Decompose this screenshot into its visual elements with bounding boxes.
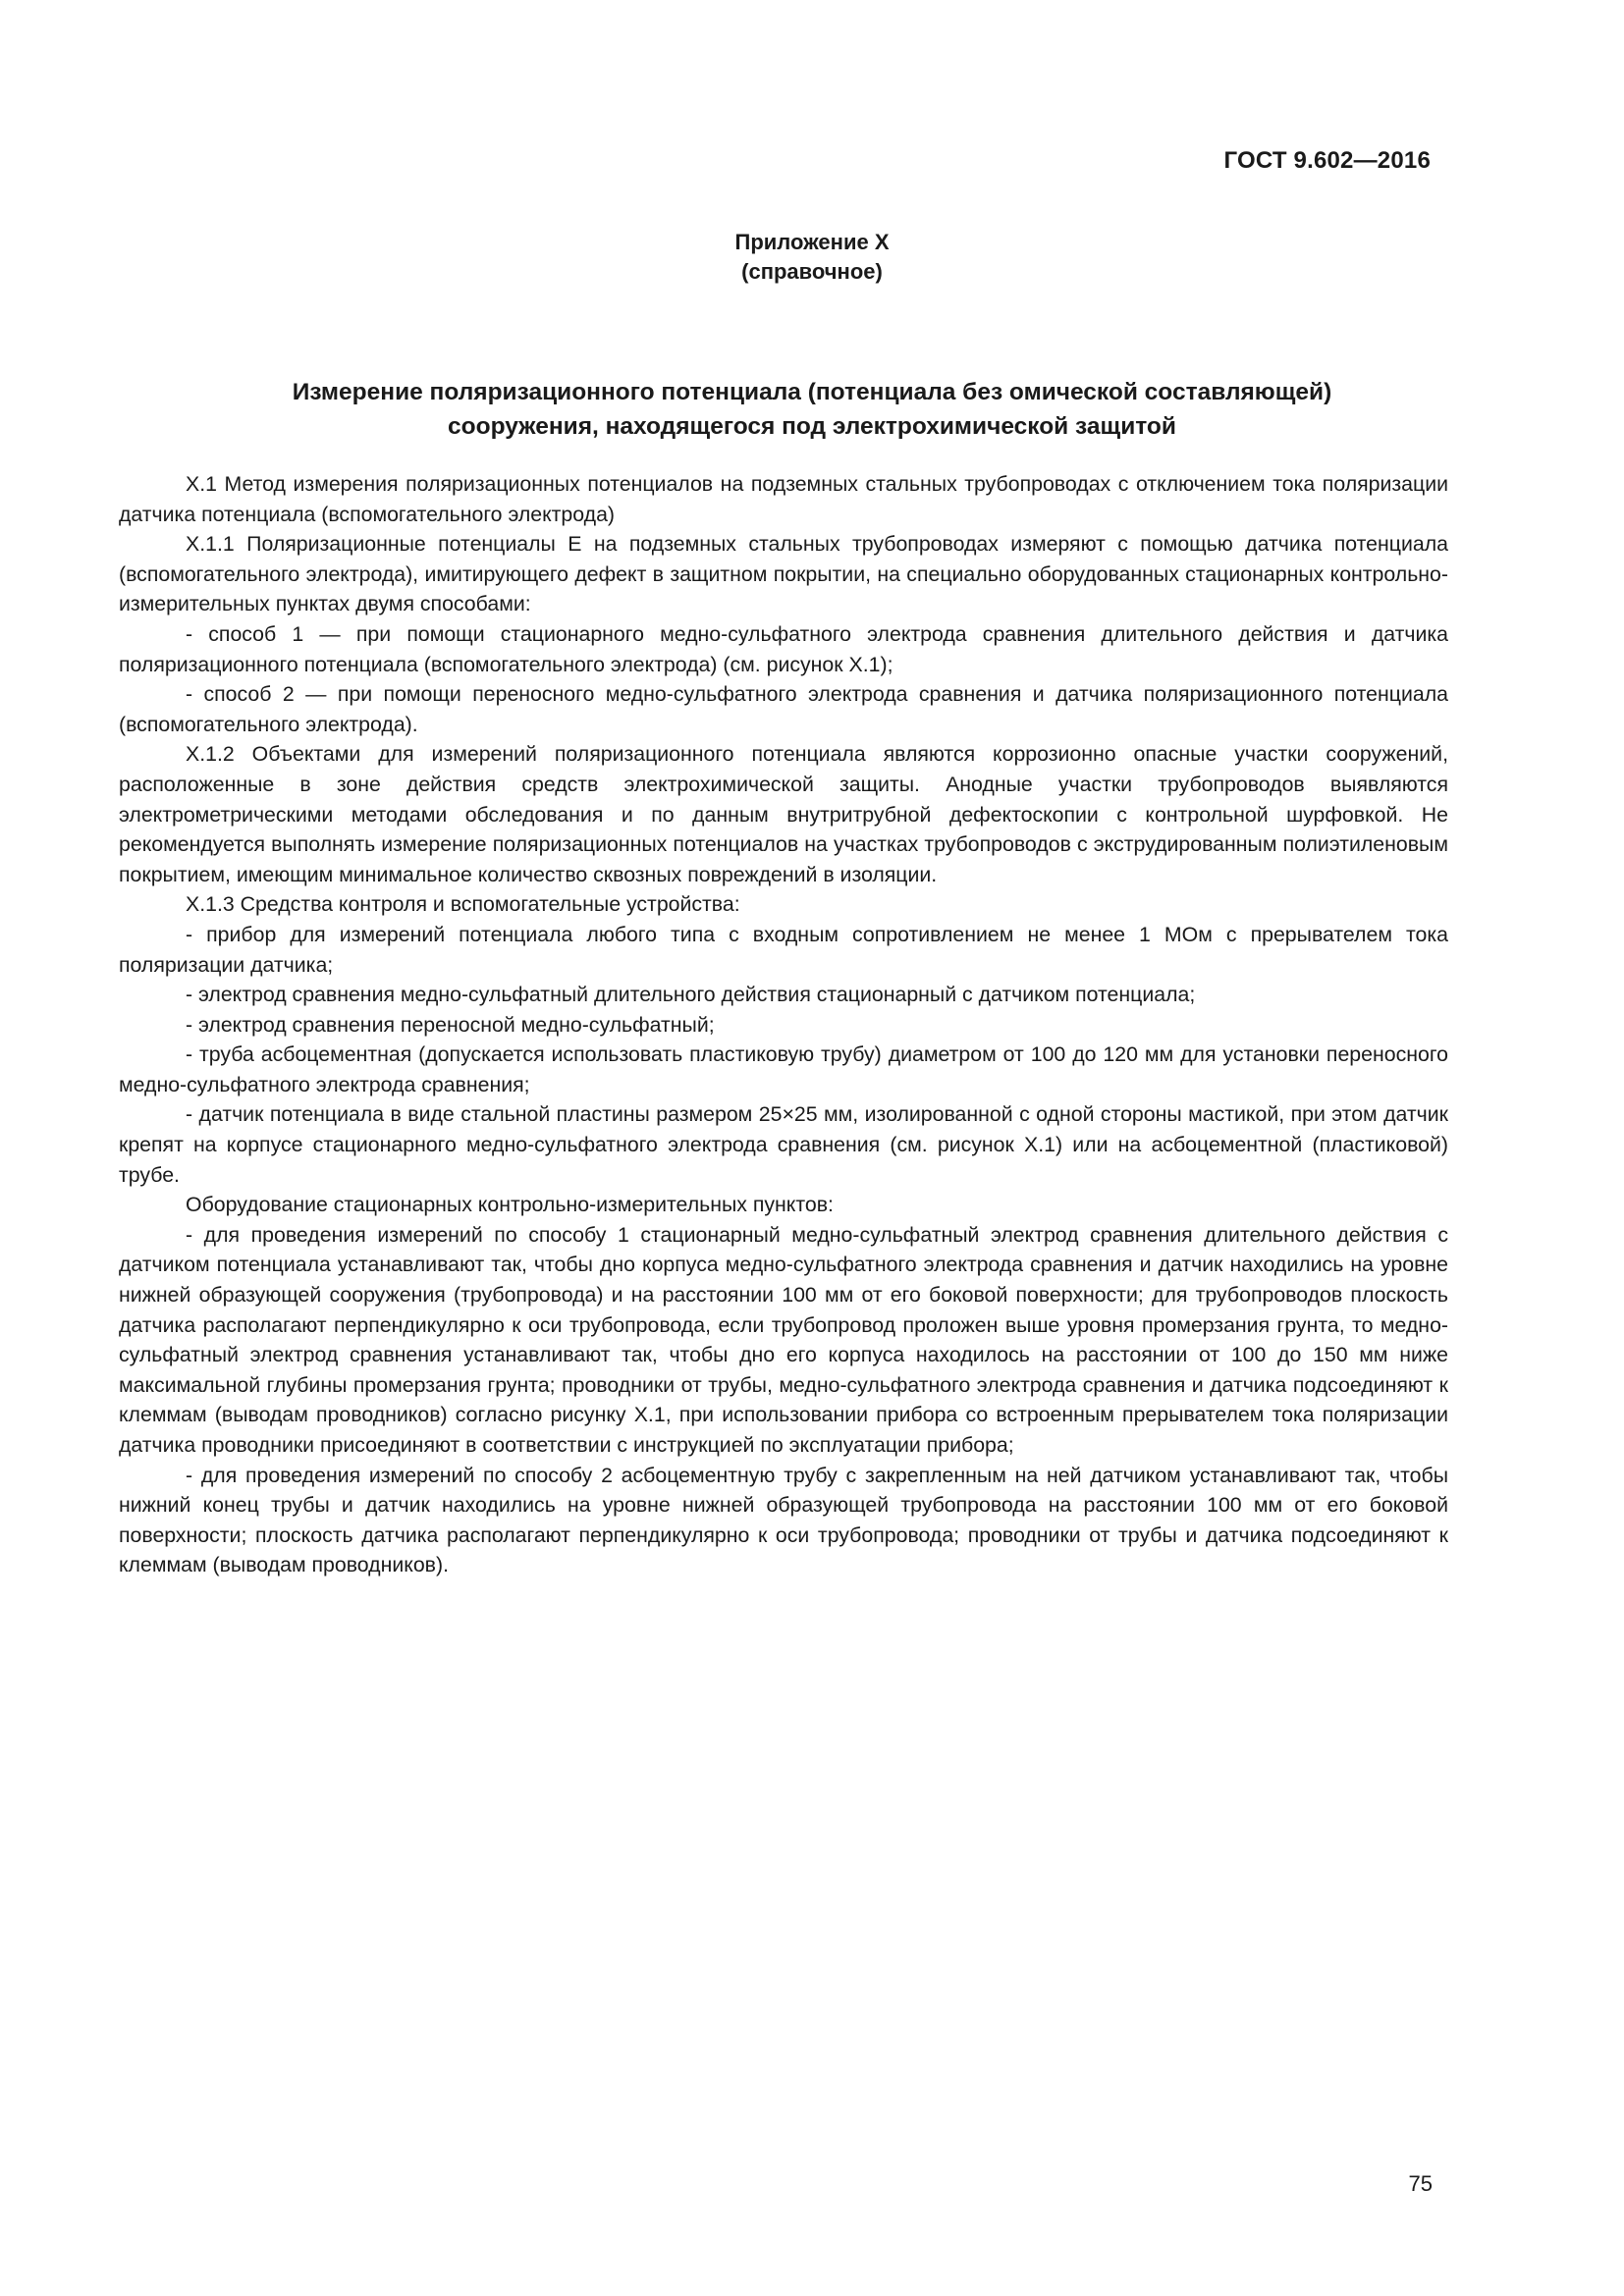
page-number: 75 bbox=[1408, 2171, 1433, 2196]
paragraph: - датчик потенциала в виде стальной пластины размером 25×25 мм, изолированной с одной стороны мастикой, при этом датчик крепят на корпусе стационарного медно-сульфатного электрода сравнения (см. рисунок Х.1) или на асбоцементной (пластиковой) трубе. bbox=[119, 1102, 1448, 1187]
section-title-line-1: Измерение поляризационного потенциала (потенциала без омической составляющей) bbox=[292, 379, 1332, 405]
body-text bbox=[119, 469, 1448, 1580]
paragraph: - прибор для измерений потенциала любого типа с входным сопротивлением не менее 1 МОм с прерывателем тока поляризации датчика; bbox=[119, 922, 1448, 977]
appendix-label: Приложение Х bbox=[734, 230, 890, 254]
paragraph: Х.1.1 Поляризационные потенциалы Е на подземных стальных трубопроводах измеряют с помощью датчика потенциала (вспомогательного электрода), имитирующего дефект в защитном покрытии, на специально оборудованных стационарных контрольно-измерительных пунктах двумя способами: bbox=[119, 532, 1448, 616]
paragraph: - электрод сравнения медно-сульфатный длительного действия стационарный с датчиком потенциала; bbox=[186, 983, 1196, 1007]
paragraph: - способ 2 — при помощи переносного медно-сульфатного электрода сравнения и датчика поляризационного потенциала (вспомогательного электрода). bbox=[119, 682, 1448, 736]
section-title-line-2: сооружения, находящегося под электрохимической защитой bbox=[448, 413, 1176, 440]
document-code: ГОСТ 9.602—2016 bbox=[1223, 147, 1431, 174]
section-title bbox=[147, 375, 1477, 444]
appendix-type: (справочное) bbox=[741, 259, 883, 284]
paragraph: - для проведения измерений по способу 1 стационарный медно-сульфатный электрод сравнения длительного действия с датчиком потенциала устанавливают так, чтобы дно корпуса медно-сульфатного электрода сравнения и датчик находились на уровне нижней образующей сооружения (трубопровода) и на расстоянии 100 мм от его боковой поверхности; для трубопроводов плоскость датчика располагают перпендикулярно к оси трубопровода, если трубопровод проложен выше уровня промерзания грунта, то медно-сульфатный электрод сравнения устанавливают так, чтобы дно его корпуса находилось на расстоянии от 100 до 150 мм ниже максимальной глубины промерзания грунта; проводники от трубы, медно-сульфатного электрода сравнения и датчика подсоединяют к клеммам (выводам проводников) согласно рисунку Х.1, при использовании прибора со встроенным прерывателем тока поляризации датчика проводники присоединяют в соответствии с инструкцией по эксплуатации прибора; bbox=[119, 1222, 1448, 1457]
paragraph: - труба асбоцементная (допускается использовать пластиковую трубу) диаметром от 100 до 120 мм для установки переносного медно-сульфатного электрода сравнения; bbox=[119, 1042, 1448, 1096]
paragraph: - способ 1 — при помощи стационарного медно-сульфатного электрода сравнения длительного действия и датчика поляризационного потенциала (вспомогательного электрода) (см. рисунок Х.1); bbox=[119, 621, 1448, 676]
paragraph: Оборудование стационарных контрольно-измерительных пунктов: bbox=[186, 1193, 834, 1217]
appendix-heading bbox=[0, 228, 1624, 287]
paragraph: - для проведения измерений по способу 2 асбоцементную трубу с закрепленным на ней датчиком устанавливают так, чтобы нижний конец трубы и датчик находились на уровне нижней образующей трубопровода на расстоянии 100 мм от его боковой поверхности; плоскость датчика располагают перпендикулярно к оси трубопровода; проводники от трубы и датчика подсоединяют к клеммам (выводам проводников). bbox=[119, 1463, 1448, 1577]
paragraph: Х.1 Метод измерения поляризационных потенциалов на подземных стальных трубопроводах с отключением тока поляризации датчика потенциала (вспомогательного электрода) bbox=[119, 472, 1448, 526]
paragraph: Х.1.2 Объектами для измерений поляризационного потенциала являются коррозионно опасные участки сооружений, расположенные в зоне действия средств электрохимической защиты. Анодные участки трубопроводов выявляются электрометрическими методами обследования и по данным внутритрубной дефектоскопии с контрольной шурфовкой. Не рекомендуется выполнять измерение поляризационных потенциалов на участках трубопроводов с экструдированным полиэтиленовым покрытием, имеющим минимальное количество сквозных повреждений в изоляции. bbox=[119, 742, 1448, 886]
paragraph: Х.1.3 Средства контроля и вспомогательные устройства: bbox=[186, 892, 740, 917]
paragraph: - электрод сравнения переносной медно-сульфатный; bbox=[186, 1012, 715, 1037]
